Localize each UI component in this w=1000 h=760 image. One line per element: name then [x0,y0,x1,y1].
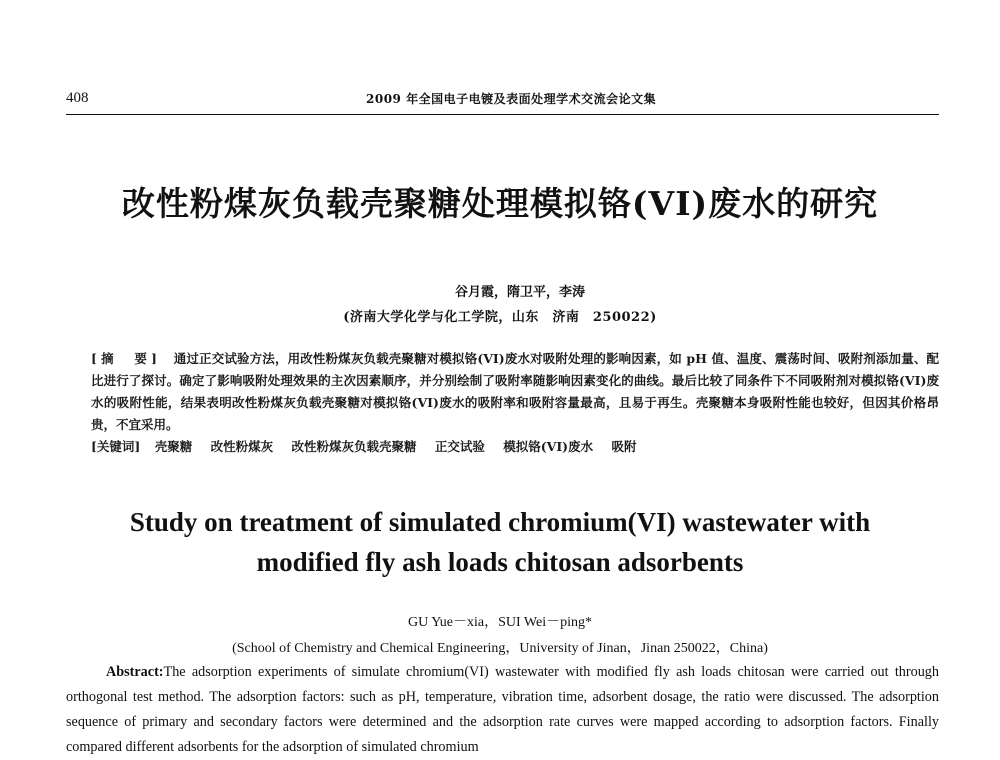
keyword: 模拟铬(VI)废水 [503,439,594,454]
keywords-cn [91,437,939,455]
authors-en: GU Yue－xia，SUI Wei－ping* [408,615,592,630]
authors-cn: 谷月霞，隋卫平，李涛 [454,285,585,300]
abstract-en-label: Abstract: [106,664,164,680]
keyword: 改性粉煤灰负载壳聚糖 [291,439,417,454]
keyword: 正交试验 [434,439,485,454]
paper-title-cn: 改性粉煤灰负载壳聚糖处理模拟铬(VI)废水的研究 [121,184,879,223]
affiliation-cn: (济南大学化学与化工学院，山东 济南 250022) [343,310,657,325]
keywords-cn-label: [关键词] [91,439,141,454]
keyword: 吸附 [611,439,637,454]
abstract-cn-text: 通过正交试验方法，用改性粉煤灰负载壳聚糖对模拟铬(VI)废水对吸附处理的影响因素，如 pH 值、温度、震荡时间、吸附剂添加量、配比进行了探讨。确定了影响吸附处理效果的主次因素顺序，并分别绘制了吸附率随影响因素变化的曲线。最后比较了同条件下不同吸附剂对模拟铬(VI)废水的吸附性能，结果表明改性粉煤灰负载壳聚糖对模拟铬(VI)废水的吸附率和吸附容量最高，且易于再生。壳聚糖本身吸附性能也较好，但因其价格昂贵，不宜采用。 [91,351,939,432]
keyword: 改性粉煤灰 [210,439,274,454]
journal-title: 2009 年全国电子电镀及表面处理学术交流会论文集 [366,92,657,106]
affiliation-en: (School of Chemistry and Chemical Engineering，University of Jinan，Jinan 250022，China) [232,641,768,656]
paper-title-en [0,502,1000,582]
keyword: 壳聚糖 [154,439,193,454]
abstract-en [66,660,939,760]
header-rule [66,114,939,115]
abstract-cn [66,348,939,436]
abstract-cn-label: [摘 要] [91,351,161,366]
running-header [66,90,939,112]
page-number: 408 [66,90,89,106]
abstract-en-text: The adsorption experiments of simulate chromium(VI) wastewater with modified fly ash loads chitosan were carried out through orthogonal test method. The adsorption factors: such as pH, temperature, vibration time, adsorbent dosage, the ratio were discussed. The adsorption sequence of primary and secondary factors were determined and the adsorption rate curves were mapped according to adsorption factors. Finally compared different adsorbents for the adsorption of simulated chromium [66,664,939,755]
paper-title-en-line2: modified fly ash loads chitosan adsorbents [256,547,744,577]
abstract-cn-paragraph [66,348,939,436]
paper-title-en-line1: Study on treatment of simulated chromium(VI) wastewater with [129,507,871,537]
